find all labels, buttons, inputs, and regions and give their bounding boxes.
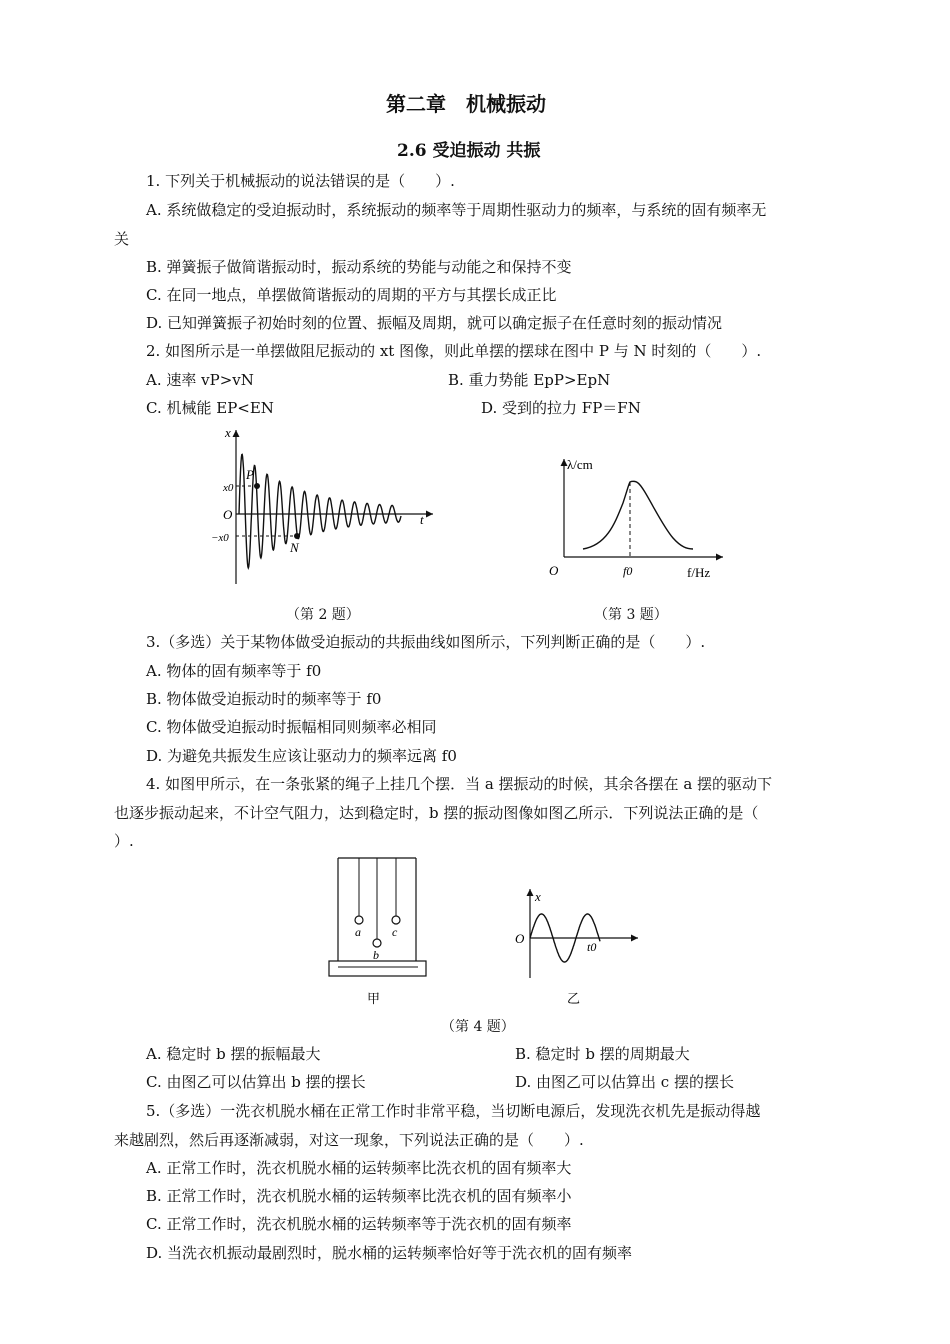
fig2-n-label: N <box>290 540 299 555</box>
q3-option-c: C. 物体做受迫振动时振幅相同则频率必相同 <box>146 718 437 736</box>
q5-option-c: C. 正常工作时，洗衣机脱水桶的运转频率等于洗衣机的固有频率 <box>146 1215 572 1233</box>
q1-option-d: D. 已知弹簧振子初始时刻的位置、振幅及周期，就可以确定振子在任意时刻的振动情况 <box>146 314 723 332</box>
q4-option-c: C. 由图乙可以估算出 b 摆的摆长 <box>146 1073 366 1091</box>
q3-option-d: D. 为避免共振发生应该让驱动力的频率远离 f0 <box>146 747 457 765</box>
q3-option-b: B. 物体做受迫振动时的频率等于 f0 <box>146 690 382 708</box>
q1-option-b: B. 弹簧振子做简谐振动时，振动系统的势能与动能之和保持不变 <box>146 258 572 276</box>
fig3-f0-label: f0 <box>623 564 633 578</box>
figure-3-resonance-curve <box>545 453 725 583</box>
q5-option-a: A. 正常工作时，洗衣机脱水桶的运转频率比洗衣机的固有频率大 <box>146 1159 572 1177</box>
figure-4-caption: （第 4 题） <box>441 1019 515 1035</box>
fig2-negx0-label: −x0 <box>211 532 229 544</box>
fig2-t-label: t <box>420 512 424 527</box>
fig4-label-c: c <box>392 925 398 939</box>
fig4-pendulum-b-bob <box>373 939 381 947</box>
q4-option-d: D. 由图乙可以估算出 c 摆的摆长 <box>515 1073 734 1091</box>
q2-option-d: D. 受到的拉力 FP＝FN <box>481 399 641 417</box>
fig2-x-label: x <box>225 425 231 440</box>
fig3-y-label: λ/cm <box>567 457 593 472</box>
q1-option-c: C. 在同一地点，单摆做简谐振动的周期的平方与其摆长成正比 <box>146 286 557 304</box>
q4-stem-line1: 4. 如图甲所示，在一条张紧的绳子上挂几个摆．当 a 摆振动的时候，其余各摆在 a 摆的驱动下 <box>146 775 773 793</box>
chapter-title: 第二章 机械振动 <box>386 92 546 116</box>
fig2-origin-label: O <box>223 507 233 522</box>
fig3-x-label: f/Hz <box>687 565 711 580</box>
q1-option-a-cont: 关 <box>114 230 130 248</box>
figure-3-caption: （第 3 题） <box>594 607 668 623</box>
q1-option-a: A. 系统做稳定的受迫振动时，系统振动的频率等于周期性驱动力的频率，与系统的固有频率无 <box>146 201 767 219</box>
fig4-label-b: b <box>373 948 379 962</box>
section-title: 2.6 受迫振动 共振 <box>397 141 541 161</box>
fig2-damped-curve <box>239 454 401 568</box>
q5-stem-line1: 5.（多选）一洗衣机脱水桶在正常工作时非常平稳，当切断电源后，发现洗衣机先是振动得越 <box>146 1102 761 1120</box>
q2-option-b: B. 重力势能 EpP>EpN <box>448 371 611 389</box>
fig4-label-jia: 甲 <box>367 991 381 1006</box>
figure-2-caption: （第 2 题） <box>286 607 360 623</box>
figure-4-pendulums <box>326 850 430 1010</box>
q4-stem-line2: 也逐步振动起来，不计空气阻力，达到稳定时，b 摆的振动图像如图乙所示．下列说法正确的是（ <box>114 804 759 822</box>
q5-stem-line2: 来越剧烈，然后再逐渐减弱，对这一现象，下列说法正确的是（ ）. <box>114 1131 584 1149</box>
fig2-point-n <box>294 533 300 539</box>
q1-stem: 1. 下列关于机械振动的说法错误的是（ ）. <box>146 172 455 190</box>
q4-option-b: B. 稳定时 b 摆的周期最大 <box>515 1045 690 1063</box>
fig4b-x-label: x <box>535 889 541 904</box>
q5-option-b: B. 正常工作时，洗衣机脱水桶的运转频率比洗衣机的固有频率小 <box>146 1187 572 1205</box>
q3-option-a: A. 物体的固有频率等于 f0 <box>146 662 322 680</box>
fig4-pendulum-c-bob <box>392 916 400 924</box>
fig4b-t0-label: t0 <box>587 940 597 954</box>
fig2-x0-label: x0 <box>223 482 234 494</box>
fig4b-label-yi: 乙 <box>567 991 581 1006</box>
q2-option-c: C. 机械能 EP<EN <box>146 399 274 417</box>
fig3-origin-label: O <box>549 563 559 578</box>
q4-stem-line3: ）. <box>114 832 134 850</box>
fig4b-origin-label: O <box>515 931 525 946</box>
fig4-base <box>329 961 426 976</box>
q2-option-a: A. 速率 vP>vN <box>146 371 254 389</box>
figure-4-sine-graph <box>508 883 642 1009</box>
q2-stem: 2. 如图所示是一单摆做阻尼振动的 xt 图像，则此单摆的摆球在图中 P 与 N 时刻的（ ）. <box>146 342 762 360</box>
fig2-point-p <box>254 483 260 489</box>
figure-2-damped-oscillation <box>205 424 440 590</box>
fig3-resonance-peak <box>583 481 693 549</box>
q4-option-a: A. 稳定时 b 摆的振幅最大 <box>146 1045 321 1063</box>
fig2-p-label: P <box>246 467 254 482</box>
fig4-label-a: a <box>355 925 361 939</box>
q5-option-d: D. 当洗衣机振动最剧烈时，脱水桶的运转频率恰好等于洗衣机的固有频率 <box>146 1244 633 1262</box>
q3-stem: 3.（多选）关于某物体做受迫振动的共振曲线如图所示，下列判断正确的是（ ）. <box>146 633 706 651</box>
fig4-pendulum-a-bob <box>355 916 363 924</box>
